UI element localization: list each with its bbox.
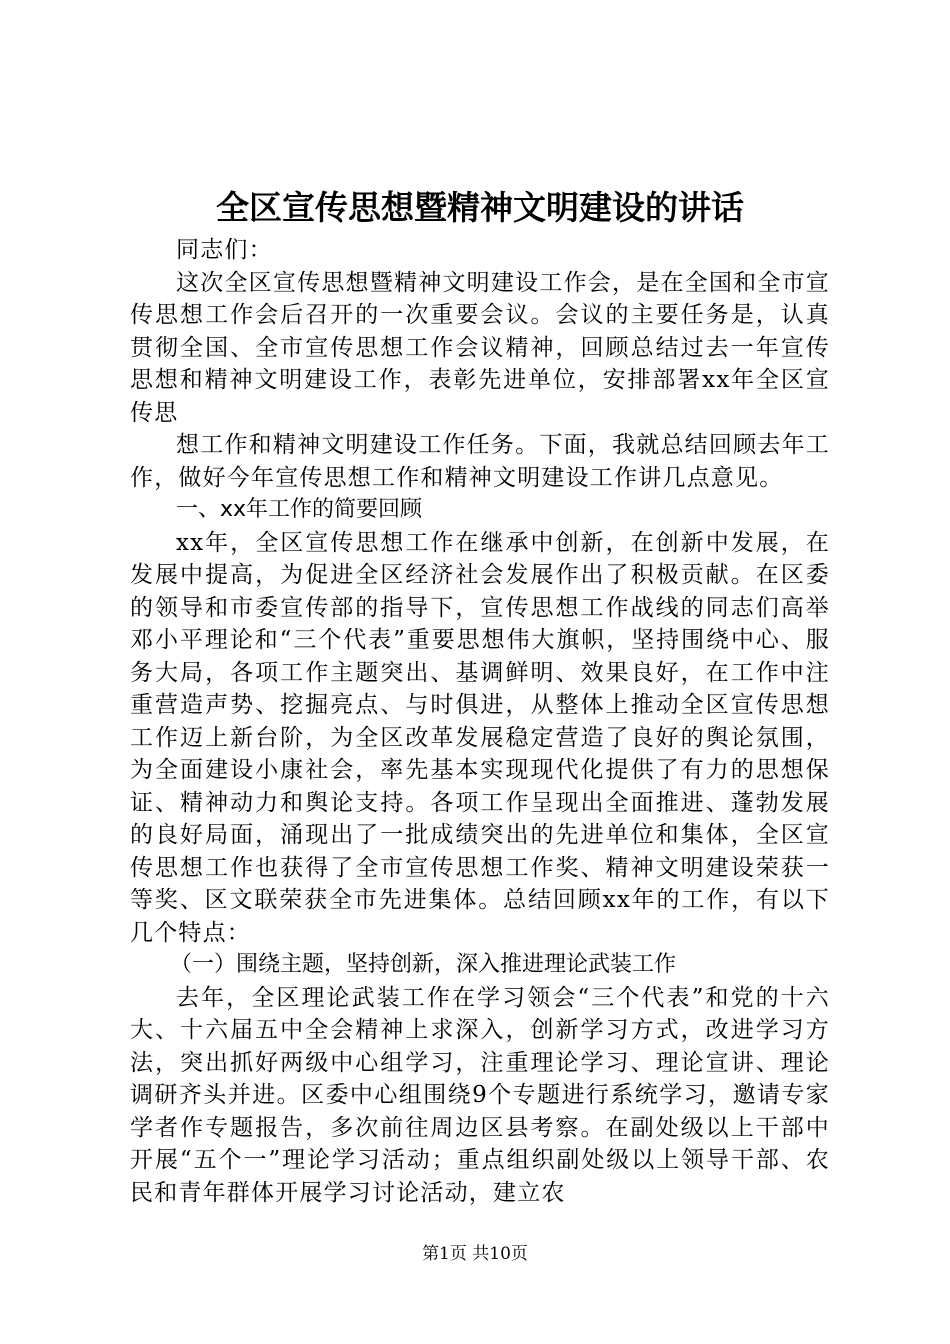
- paragraph-review: xx年，全区宣传思想工作在继承中创新，在创新中发展，在发展中提高，为促进全区经济社会发展作出了积极贡献。在区委的领导和市委宣传部的指导下，宣传思想工作战线的同志们高举邓小平理论和“三个代表”重要思想伟大旗帜，坚持围绕中心、服务大局，各项工作主题突出、基调鲜明、效果良好，在工作中注重营造声势、挖掘亮点、与时俱进，从整体上推动全区宣传思想工作迈上新台阶，为全区改革发展稳定营造了良好的舆论氛围，为全面建设小康社会，率先基本实现现代化提供了有力的思想保证、精神动力和舆论支持。各项工作呈现出全面推进、蓬勃发展的良好局面，涌现出了一批成绩突出的先进单位和集体，全区宣传思想工作也获得了全市宣传思想工作奖、精神文明建设荣获一等奖、区文联荣获全市先进集体。总结回顾xx年的工作，有以下几个特点：: [130, 529, 830, 946]
- document-page: [130, 182, 830, 1209]
- salutation: 同志们：: [176, 237, 273, 263]
- subsection-heading-1: （一）围绕主题，坚持创新，深入推进理论武装工作: [170, 952, 677, 977]
- paragraph-intro-2: 想工作和精神文明建设工作任务。下面，我就总结回顾去年工作，做好今年宣传思想工作和精神文明建设工作讲几点意见。: [130, 432, 830, 491]
- page-footer: 第1页 共10页: [422, 1244, 528, 1264]
- paragraph-theory: 去年，全区理论武装工作在学习领会“三个代表”和党的十六大、十六届五中全会精神上求深入，创新学习方式，改进学习方法，突出抓好两级中心组学习，注重理论学习、理论宣讲、理论调研齐头并进。区委中心组围绕9个专题进行系统学习，邀请专家学者作专题报告，多次前往周边区县考察。在副处级以上干部中开展“五个一”理论学习活动；重点组织副处级以上领导干部、农民和青年群体开展学习讨论活动，建立农: [130, 984, 830, 1206]
- section-heading-1: 一、xx年工作的简要回顾: [176, 497, 423, 522]
- paragraph-intro-1: 这次全区宣传思想暨精神文明建设工作会，是在全国和全市宣传思想工作会后召开的一次重要会议。会议的主要任务是，认真贯彻全国、全市宣传思想工作会议精神，回顾总结过去一年宣传思想和精神文明建设工作，表彰先进单位，安排部署xx年全区宣传思: [130, 269, 830, 426]
- document-title: 全区宣传思想暨精神文明建设的讲话: [216, 188, 744, 227]
